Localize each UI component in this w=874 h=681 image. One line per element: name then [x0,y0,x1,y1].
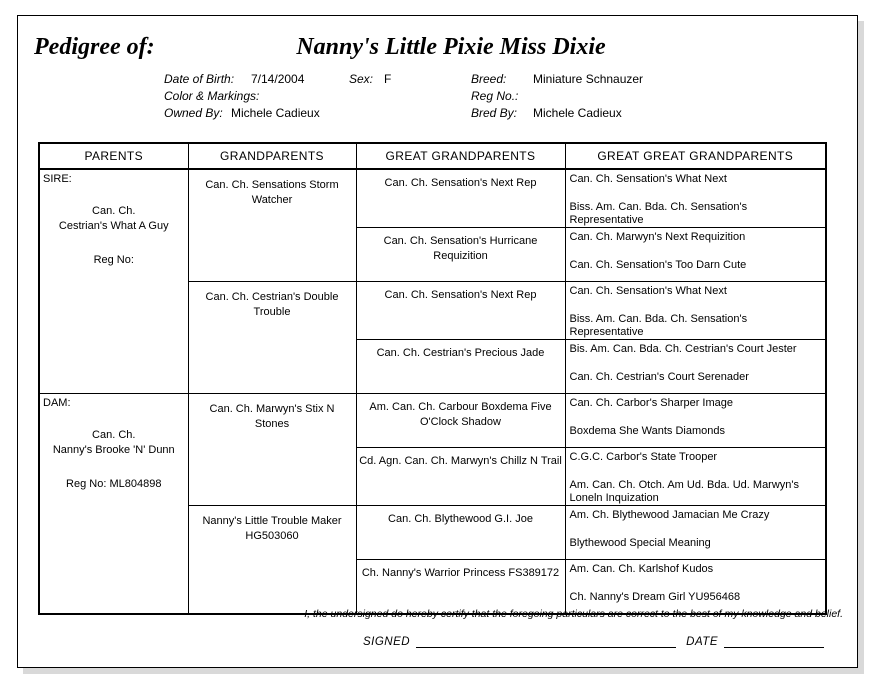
sire-name [40,204,188,234]
great-grandparent-cell-5: Am. Can. Ch. Carbour Boxdema Five O'Clock Shadow [356,394,565,448]
ggg-name: Am. Ch. Blythewood Jamacian Me Crazy [569,509,770,521]
ggg-name: Am. Can. Ch. Otch. Am Ud. Bda. Ud. Marwyn's Loneln Inquization [569,479,800,504]
header-parents: PARENTS [39,143,188,169]
great-great-grandparent-cell-2 [565,228,826,282]
dob-value: 7/14/2004 [251,72,305,86]
dam-cell [39,394,188,614]
great-great-grandparent-cell-8 [565,560,826,614]
great-great-grandparent-cell-4 [565,340,826,394]
great-grandparent-cell-2: Can. Ch. Sensation's Hurricane Requizition [356,228,565,282]
great-great-grandparent-cell-7 [565,506,826,560]
dog-name-title: Nanny's Little Pixie Miss Dixie [296,34,606,60]
grandparent-cell-4: Nanny's Little Trouble Maker HG503060 [188,506,356,614]
ggg-name: Can. Ch. Sensation's What Next [569,285,727,297]
great-grandparent-cell-1: Can. Ch. Sensation's Next Rep [356,169,565,228]
breed-value: Miniature Schnauzer [533,72,644,86]
grandparent-cell-2: Can. Ch. Cestrian's Double Trouble [188,282,356,394]
sex-value: F [384,72,392,86]
info-row-1 [18,72,857,87]
header-great-grandparents: GREAT GRANDPARENTS [356,143,565,169]
owned-by-value: Michele Cadieux [231,106,320,120]
table-row [39,394,826,448]
table-header-row [39,143,826,169]
dam-name [40,428,188,458]
signed-underline [416,634,676,648]
sire-name-line1: Can. Ch. [92,205,136,217]
ggg-name: Boxdema She Wants Diamonds [569,425,725,437]
breed-label: Breed: [471,72,507,86]
great-grandparent-cell-7: Can. Ch. Blythewood G.I. Joe [356,506,565,560]
ggg-name: Bis. Am. Can. Bda. Ch. Cestrian's Court Jester [569,343,797,355]
pedigree-certificate-page [17,15,858,668]
certification-statement: I, the undersigned do hereby certify that the foregoing particulars are correct to the best of my knowledge and belief. [304,608,843,620]
ggg-name: Can. Ch. Carbor's Sharper Image [569,397,734,409]
great-great-grandparent-cell-3 [565,282,826,340]
bred-by-value: Michele Cadieux [533,106,622,120]
ggg-name: Blythewood Special Meaning [569,537,711,549]
grandparent-cell-1: Can. Ch. Sensations Storm Watcher [188,169,356,282]
dob-label: Date of Birth: [164,72,235,86]
sire-name-line2: Cestrian's What A Guy [58,220,169,232]
sex-label: Sex: [349,72,374,86]
dam-name-line1: Can. Ch. [92,429,136,441]
info-row-3 [18,106,857,121]
table-row [39,169,826,228]
ggg-name: Can. Ch. Sensation's Too Darn Cute [569,259,747,271]
date-label: DATE [686,636,718,648]
bred-by-label: Bred By: [471,106,518,120]
pedigree-of-label: Pedigree of: [34,34,155,60]
great-grandparent-cell-8: Ch. Nanny's Warrior Princess FS389172 [356,560,565,614]
ggg-name: Can. Ch. Cestrian's Court Serenader [569,371,749,383]
signature-row [363,630,824,648]
reg-no-label: Reg No.: [471,89,519,103]
sire-reg-no: Reg No: [93,254,134,266]
dam-reg-no: Reg No: ML804898 [66,478,162,490]
header-great-great-grandparents: GREAT GREAT GRANDPARENTS [565,143,826,169]
ggg-name: Can. Ch. Marwyn's Next Requizition [569,231,746,243]
grandparent-cell-3: Can. Ch. Marwyn's Stix N Stones [188,394,356,506]
ggg-name: Biss. Am. Can. Bda. Ch. Sensation's Representative [569,313,748,338]
ggg-name: Biss. Am. Can. Bda. Ch. Sensation's Representative [569,201,748,226]
ggg-name: Am. Can. Ch. Karlshof Kudos [569,563,714,575]
great-great-grandparent-cell-5 [565,394,826,448]
ggg-name: Can. Ch. Sensation's What Next [569,173,727,185]
signed-label: SIGNED [363,636,411,648]
date-underline [724,634,824,648]
great-grandparent-cell-6: Cd. Agn. Can. Ch. Marwyn's Chillz N Trail [356,448,565,506]
ggg-name: Ch. Nanny's Dream Girl YU956468 [569,591,741,603]
great-great-grandparent-cell-6 [565,448,826,506]
header-grandparents: GRANDPARENTS [188,143,356,169]
info-row-2 [18,89,857,104]
owned-by-label: Owned By: [164,106,223,120]
color-markings-label: Color & Markings: [164,89,260,103]
great-grandparent-cell-3: Can. Ch. Sensation's Next Rep [356,282,565,340]
ggg-name: C.G.C. Carbor's State Trooper [569,451,718,463]
great-great-grandparent-cell-1 [565,169,826,228]
great-grandparent-cell-4: Can. Ch. Cestrian's Precious Jade [356,340,565,394]
pedigree-table [38,142,827,615]
sire-cell [39,169,188,394]
sire-label: SIRE: [43,173,72,185]
dam-label: DAM: [43,397,71,409]
dam-name-line2: Nanny's Brooke 'N' Dunn [52,444,175,456]
